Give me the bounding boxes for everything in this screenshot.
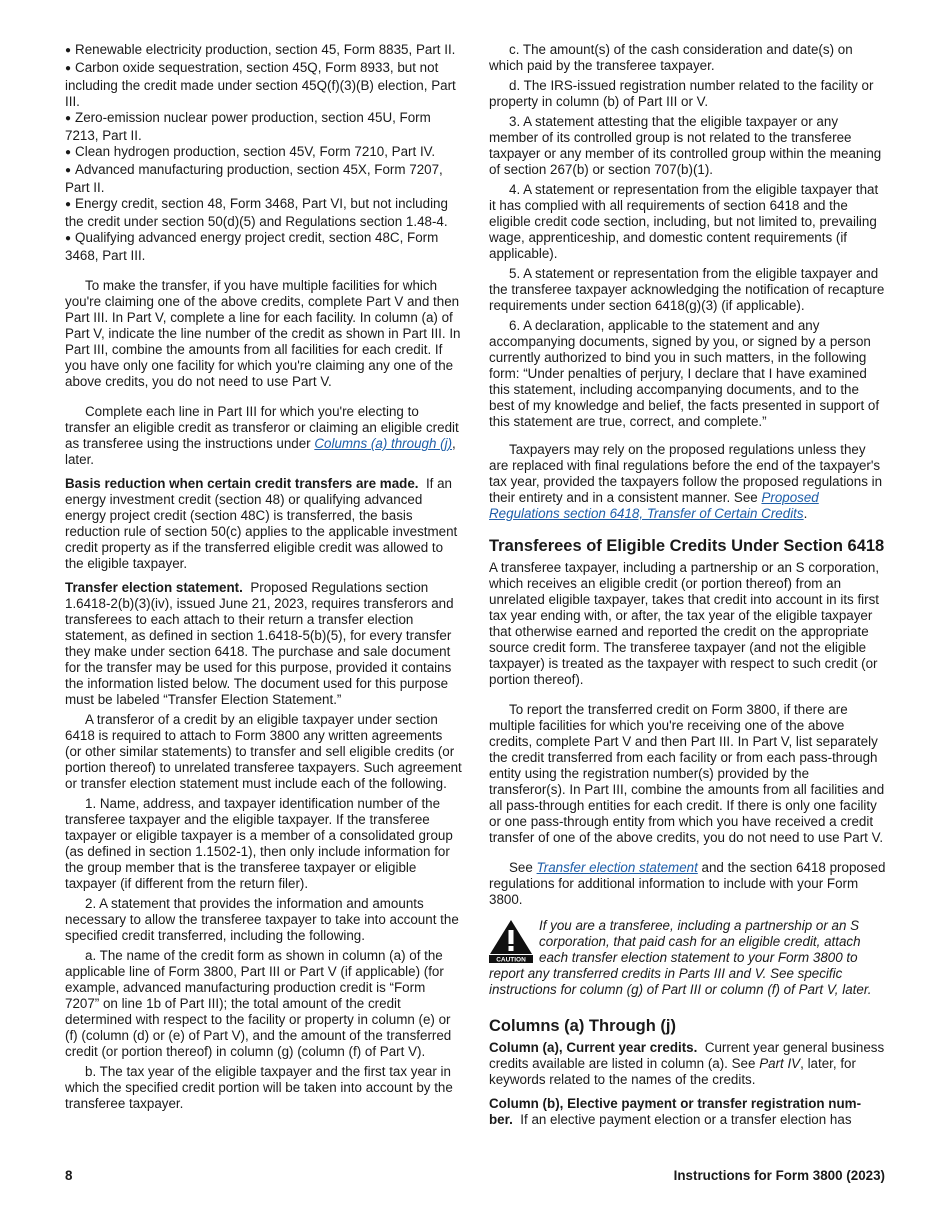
caution-note [489,918,887,998]
form-title-footer: Instructions for Form 3800 (2023) [673,1168,885,1183]
bullet-icon: ● [65,45,72,56]
paragraph-rely: Taxpayers may rely on the proposed regulations unless they are replaced with final regulations before the end of the taxpayer's tax year, provided the taxpayers follow the proposed regulations in their entirety and in a consistent manner. See Proposed Regulations section 6418, Transfer of Certain Credits. [489,442,883,521]
caution-icon [489,919,533,963]
column-b-paragraph: Column (b), Elective payment or transfer registration num-ber. If an elective payment election or a transfer election has [489,1096,862,1127]
part-iv-reference: Part IV [759,1056,801,1071]
bullet-icon: ● [65,233,72,244]
column-a-heading: Column (a), Current year credits. [489,1040,698,1055]
basis-reduction-paragraph: Basis reduction when certain credit transfers are made. If an energy investment credit (section 48) or qualifying advanced energy project credit (section 48C) is transferred, the basis reduction rule of section 50(c) applies to the applicable investment credit property as if the transferred eligible credit was allowed to the eligible taxpayer. [65,476,458,571]
credit-bullet-list [65,42,462,264]
left-column [65,42,462,1116]
transfer-election-statement-heading: Transfer election statement. [65,580,243,595]
lettered-item-b: b. The tax year of the eligible taxpayer and the first tax year in which the specified credit portion will be taken into account by the transferee taxpayer. [65,1064,453,1111]
lettered-item-d: d. The IRS-issued registration number related to the facility or property in column (b) of Part III or V. [489,78,874,109]
proposed-regulations-link[interactable]: Proposed Regulations section 6418, Transfer of Certain Credits [489,490,819,521]
paragraph-transferor: A transferor of a credit by an eligible taxpayer under section 6418 is required to attach to Form 3800 any written agreements (or other similar statements) to transfer and sell eligible credits (or portion thereof) to unrelated transferee taxpayers. Such agreement or transfer election statement must include each of the following. [65,712,462,791]
lettered-item-c: c. The amount(s) of the cash consideration and date(s) on which paid by the transferee taxpayer. [489,42,853,73]
bullet-icon: ● [65,63,72,74]
bullet-icon: ● [65,147,72,158]
paragraph-complete-lines: Complete each line in Part III for which you're electing to transfer an eligible credit as transferor or claiming an eligible credit as transferee using the instructions under Columns (a) through (j), later. [65,404,459,467]
paragraph-report: To report the transferred credit on Form 3800, if there are multiple facilities for which you're receiving one of the above credits, complete Part V and then Part III. In Part V, list separately the credit transferred from each facility or from each pass-through entity using the registration number(s) provided by the transferor(s). In Part III, combine the amounts from all facilities and all pass-through entities for each credit. If there is only one facility or one pass-through entity from which you have received a credit transfer of one of the above credits, you do not need to use Part V. [489,702,885,845]
column-b-heading: Column (b), Elective payment or transfer registration num-ber. [489,1096,862,1127]
paragraph-see: See Transfer election statement and the section 6418 proposed regulations for additional information to include with your Form 3800. [489,860,886,907]
numbered-item-5: 5. A statement or representation from the eligible taxpayer and the transferee taxpayer acknowledging the notification of recapture requirements under section 6418(g)(3) (if applicable). [489,266,885,313]
numbered-item-2: 2. A statement that provides the information and amounts necessary to allow the transferee taxpayer to take into account the specified credit transferred, including the following. [65,896,459,943]
numbered-item-6: 6. A declaration, applicable to the statement and any accompanying documents, signed by you, or signed by a person currently authorized to bind you in such matters, in the following form: “Under penalties of perjury, I declare that I have examined this statement, including accompanying documents, and to the best of my knowledge and belief, the facts presented in support of this statement are true, correct, and complete.” [489,318,880,429]
list-item: ● Renewable electricity production, section 45, Form 8835, Part II. [65,42,456,57]
numbered-item-3: 3. A statement attesting that the eligible taxpayer or any member of its controlled group is not related to the transferee taxpayer or any member of its controlled group within the meaning of section 267(b) or section 707(b)(1). [489,114,882,177]
transferees-heading: Transferees of Eligible Credits Under Section 6418 [489,537,885,555]
caution-label: CAUTION [496,956,526,963]
columns-heading: Columns (a) Through (j) [489,1017,676,1035]
list-item: ● Carbon oxide sequestration, section 45Q, Form 8933, but not including the credit made under section 45Q(f)(3)(B) election, Part III. [65,60,456,109]
bullet-icon: ● [65,165,72,176]
bullet-icon: ● [65,113,72,124]
caution-text: If you are a transferee, including a partnership or an S corporation, that paid cash for an eligible credit, attach each transfer election statement to your Form 3800 to report any transferred credits in Parts III and V. See specific instructions for column (g) of Part III or column (f) of Part V, later. [489,918,872,997]
paragraph-transfer: To make the transfer, if you have multiple facilities for which you're claiming one of the above credits, complete Part V and then Part III. In Part V, complete a line for each facility. In column (a) of Part V, indicate the line number of the credit as shown in Part III. In Part III, combine the amounts from all facilities for each credit. If you have only one facility for which you're claiming any one of the above credits, you do not need to use Part V. [65,278,461,389]
list-item: ● Clean hydrogen production, section 45V, Form 7210, Part IV. [65,144,436,159]
columns-a-through-j-link[interactable]: Columns (a) through (j) [314,436,453,451]
numbered-item-4: 4. A statement or representation from the eligible taxpayer that it has complied with all requirements of section 6418 and the eligible credit code section, including, but not limited to, prevailing wage, apprenticeship, and domestic content requirements (if applicable). [489,182,879,261]
transfer-election-statement-link[interactable]: Transfer election statement [536,860,698,875]
paragraph-transferee: A transferee taxpayer, including a partnership or an S corporation, which receives an eligible credit (or portion thereof) from an unrelated eligible taxpayer, takes that credit into account in its first tax year ending with, or after, the tax year of the eligible taxpayer that otherwise earned and reported the credit on the appropriate source credit form. The transferee taxpayer (and not the eligible taxpayer) is treated as the taxpayer with respect to such credit (or portion thereof). [489,560,880,687]
list-item: ● Zero-emission nuclear power production, section 45U, Form 7213, Part II. [65,110,431,143]
numbered-item-1: 1. Name, address, and taxpayer identification number of the transferee taxpayer and the eligible taxpayer. If the transferee taxpayer or eligible taxpayer is a member of a consolidated group (as defined in section 1.1502-1), then only include information for the group member that is the transferee taxpayer or eligible taxpayer (if different from the return filer). [65,796,453,891]
list-item: ● Energy credit, section 48, Form 3468, Part VI, but not including the credit under section 50(d)(5) and Regulations section 1.48-4. [65,196,448,229]
list-item: ● Qualifying advanced energy project credit, section 48C, Form 3468, Part III. [65,230,439,263]
transfer-election-statement-paragraph: Transfer election statement. Proposed Regulations section 1.6418-2(b)(3)(iv), issued June 21, 2023, requires transferors and transferees to each attach to their return a transfer election statement, as defined in section 1.6418-5(b)(5), for every transfer they make under section 6418. The purchase and sale document for the transfer may be used for this purpose, provided it contains the information listed below. The document used for this purpose must be labeled “Transfer Election Statement.” [65,580,454,707]
right-column [489,42,887,1132]
list-item: ● Advanced manufacturing production, section 45X, Form 7207, Part II. [65,162,443,195]
lettered-item-a: a. The name of the credit form as shown in column (a) of the applicable line of Form 3800, Part III or Part V (if applicable) (for example, advanced manufacturing production credit is “Form 7207” on line 1b of Part III); the total amount of the credit determined with respect to the facility or property in column (e) or (f) (column (d) or (e) of Part V), and the amount of the transferred credit (or portion thereof) in column (g) (column (f) of Part V). [65,948,452,1059]
page-number: 8 [65,1168,73,1183]
column-a-paragraph: Column (a), Current year credits. Current year general business credits available are listed in column (a). See Part IV, later, for keywords related to the names of the credits. [489,1040,885,1087]
basis-reduction-heading: Basis reduction when certain credit transfers are made. [65,476,419,491]
bullet-icon: ● [65,199,72,210]
